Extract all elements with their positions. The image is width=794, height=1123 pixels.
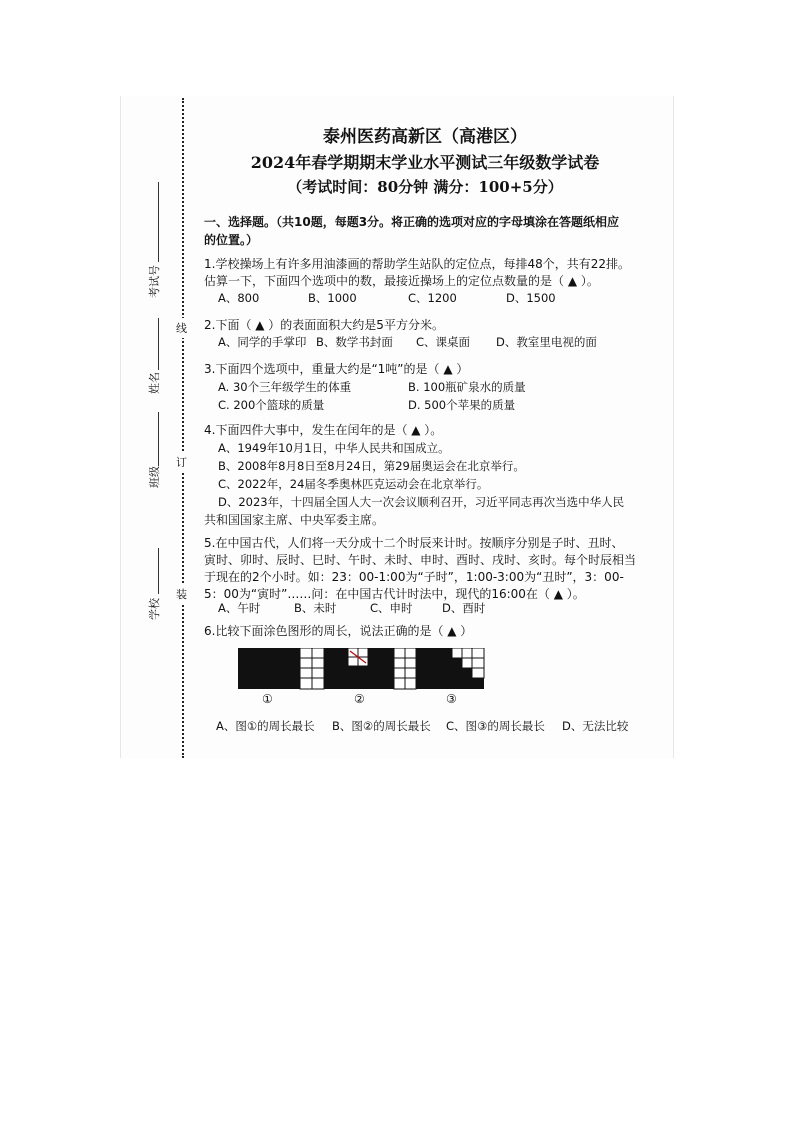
option-d[interactable]: D、无法比较 (562, 719, 629, 733)
question-1-text-cont: 估算一下，下面四个选项中的数，最接近操场上的定位点数量的是（ ▲ ）。 (204, 274, 599, 288)
question-5-text-4: 5：00为“寅时”……问：在中国古代计时法中，现代的16:00在（ ▲ ）。 (204, 587, 585, 601)
option-d[interactable]: D、2023年，十四届全国人大一次会议顺利召开，习近平同志再次当选中华人民 (218, 495, 625, 509)
option-c[interactable]: C、2022年，24届冬季奥林匹克运动会在北京举行。 (218, 477, 489, 491)
option-c[interactable]: C、申时 (370, 601, 413, 615)
exam-number-label: 考试号 (148, 265, 161, 298)
figure-3-shaded-shape (416, 648, 484, 689)
name-underline (158, 318, 159, 370)
option-b[interactable]: B、数学书封面 (316, 335, 393, 349)
question-1-options (218, 290, 556, 306)
exam-number-underline (158, 182, 159, 262)
question-1-text: 1.学校操场上有许多用油漆画的帮助学生站队的定位点，每排48个，共有22排。 (204, 257, 630, 271)
option-b[interactable]: B、图②的周长最长 (332, 719, 431, 733)
question-6-options (216, 718, 628, 734)
exam-title-region: 泰州医药高新区（高港区） (323, 127, 527, 147)
question-5-text-3: 于现在的2个小时。如：23：00-1:00为“子时”，1:00-3:00为“丑时”，3：00- (204, 570, 624, 584)
name-label: 姓名 (148, 372, 161, 394)
option-c[interactable]: C、图③的周长最长 (446, 719, 545, 733)
exam-title-main: 2024年春学期期末学业水平测试三年级数学试卷 (250, 153, 600, 172)
option-d-cont: 共和国国家主席、中央军委主席。 (204, 513, 385, 527)
option-b[interactable]: B、未时 (294, 601, 337, 615)
exam-title-info: （考试时间：80分钟 满分：100+5分） (287, 178, 563, 196)
option-b[interactable]: B、2008年8月8日至8月24日，第29届奥运会在北京举行。 (218, 459, 525, 473)
binding-dotted-line (182, 98, 184, 758)
question-5-text: 5.在中国古代，人们将一天分成十二个时辰来计时。按顺序分别是子时、丑时、 (204, 536, 624, 550)
option-a[interactable]: A、图①的周长最长 (216, 719, 315, 733)
option-d[interactable]: D、酉时 (442, 601, 486, 615)
option-c[interactable]: C、课桌面 (416, 335, 471, 349)
question-3-options-row1 (218, 379, 526, 395)
cut-mark-zhuang: 装 (176, 584, 187, 604)
section-heading: 一、选择题。（共10题，每题3分。将正确的选项对应的字母填涂在答题纸相应 (204, 215, 620, 229)
class-underline (158, 412, 159, 466)
school-underline (158, 548, 159, 594)
cut-mark-ding: 订 (176, 452, 187, 472)
question-4-text: 4.下面四件大事中，发生在闰年的是（ ▲ ）。 (204, 423, 443, 437)
option-b[interactable]: B. 100瓶矿泉水的质量 (408, 380, 526, 394)
option-a[interactable]: A. 30个三年级学生的体重 (218, 380, 352, 394)
figure-2-shaded-shape (324, 648, 416, 689)
question-5-options (218, 600, 485, 616)
class-label: 班级 (148, 466, 161, 488)
question-2-text: 2.下面（ ▲ ）的表面面积大约是5平方分米。 (204, 318, 444, 332)
question-3-options-row2 (218, 397, 515, 413)
option-d[interactable]: D. 500个苹果的质量 (408, 398, 516, 412)
question-5-text-2: 寅时、卯时、辰时、巳时、午时、未时、申时、酉时、戌时、亥时。每个时辰相当 (204, 553, 637, 567)
cut-mark-xian: 线 (176, 318, 187, 338)
figure-label-2: ② (354, 692, 365, 706)
perimeter-figures (238, 648, 488, 690)
question-6-text: 6.比较下面涂色图形的周长，说法正确的是（ ▲ ） (204, 624, 473, 638)
option-c[interactable]: C、1200 (408, 291, 457, 305)
question-2-options (218, 334, 597, 350)
option-a[interactable]: A、同学的手掌印 (218, 335, 307, 349)
option-d[interactable]: D、教室里电视的面 (496, 335, 597, 349)
option-d[interactable]: D、1500 (506, 291, 556, 305)
figure-1-shaded-shape (238, 648, 324, 689)
option-a[interactable]: A、800 (218, 291, 260, 305)
figure-label-3: ③ (446, 692, 457, 706)
option-a[interactable]: A、午时 (218, 601, 261, 615)
question-3-text: 3.下面四个选项中，重量大约是“1吨”的是（ ▲ ） (204, 362, 469, 376)
section-heading-cont: 的位置。） (204, 233, 259, 247)
option-c[interactable]: C. 200个篮球的质量 (218, 398, 325, 412)
school-label: 学校 (148, 598, 161, 620)
option-a[interactable]: A、1949年10月1日，中华人民共和国成立。 (218, 441, 450, 455)
figure-label-1: ① (262, 692, 273, 706)
option-b[interactable]: B、1000 (308, 291, 357, 305)
